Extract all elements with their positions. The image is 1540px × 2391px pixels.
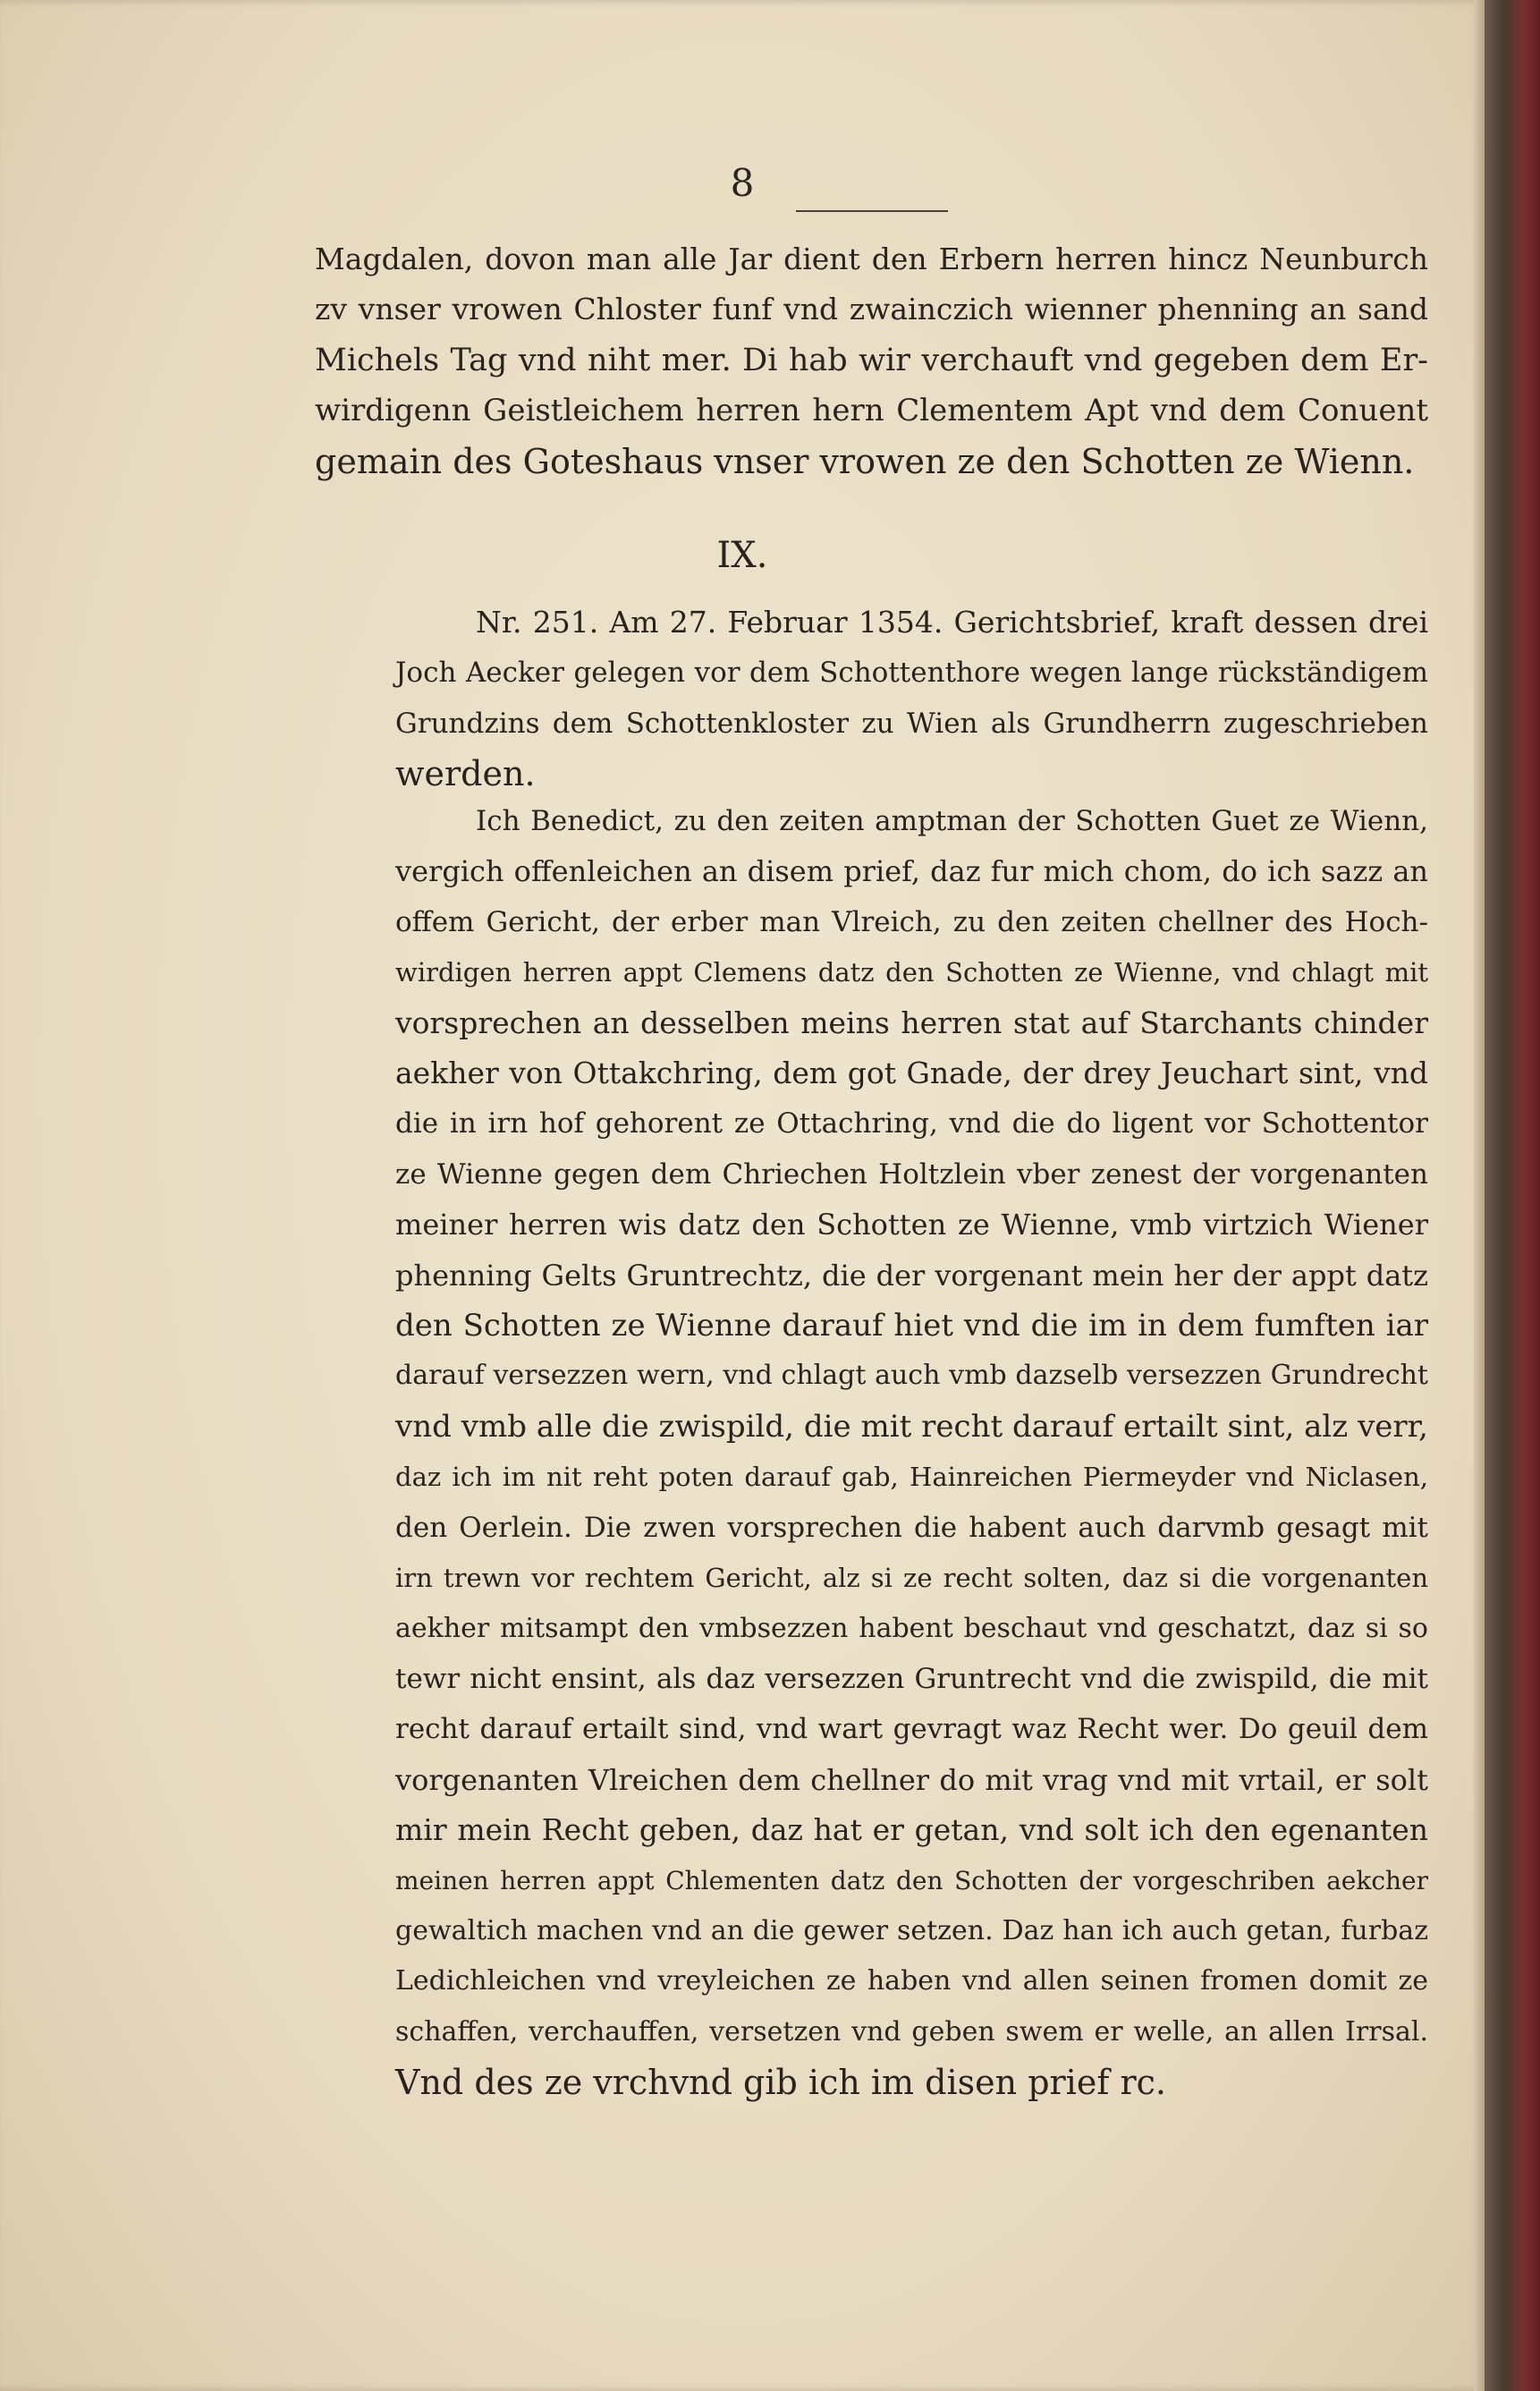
text-line: zv vnser vrowen Chloster funf vnd zwainczich wienner phenning an sand	[315, 292, 1428, 327]
text-line: Magdalen, dovon man alle Jar dient den Erbern herren hincz Neunburch	[315, 242, 1428, 276]
paragraph-continuation	[315, 234, 1428, 487]
text-line: daz ich im nit reht poten darauf gab, Hainreichen Piermeyder vnd Niclasen,	[395, 1462, 1428, 1493]
text-line: recht darauf ertailt sind, vnd wart gevragt waz Recht wer. Do geuil dem	[395, 1713, 1428, 1746]
text-line: Michels Tag vnd niht mer. Di hab wir verchauft vnd gegeben dem Er-	[315, 342, 1428, 378]
text-line: vnd vmb alle die zwispild, die mit recht darauf ertailt sint, alz verr,	[395, 1408, 1428, 1445]
text-line: Nr. 251. Am 27. Februar 1354. Gerichtsbrief, kraft dessen drei	[476, 605, 1428, 640]
text-line: den Schotten ze Wienne darauf hiet vnd die im in dem fumften iar	[395, 1308, 1428, 1344]
text-line: phenning Gelts Gruntrechtz, die der vorgenant mein her der appt datz	[395, 1258, 1428, 1293]
section-heading: IX.	[716, 535, 768, 576]
text-line: werden.	[395, 754, 536, 794]
charter-text	[315, 796, 1428, 2108]
text-line: Grundzins dem Schottenkloster zu Wien als Grundherrn zugeschrieben	[395, 707, 1428, 740]
text-line: den Oerlein. Die zwen vorsprechen die habent auch darvmb gesagt mit	[395, 1511, 1428, 1544]
text-line: Ledichleichen vnd vreyleichen ze haben vnd allen seinen fromen domit ze	[395, 1965, 1428, 1997]
text-line: aekher mitsampt den vmbsezzen habent beschaut vnd geschatzt, daz si so	[395, 1612, 1428, 1644]
text-line: Joch Aecker gelegen vor dem Schottenthore wegen lange rückständigem	[395, 657, 1428, 690]
text-line: vergich offenleichen an disem prief, daz fur mich chom, do ich sazz an	[395, 854, 1428, 889]
text-line: darauf versezzen wern, vnd chlagt auch vmb dazselb versezzen Grundrecht	[395, 1360, 1428, 1392]
page-gutter	[1474, 0, 1485, 2391]
text-line: offem Gericht, der erber man Vlreich, zu den zeiten chellner des Hoch-	[395, 905, 1428, 938]
text-line: wirdigen herren appt Clemens datz den Schotten ze Wienne, vnd chlagt mit	[395, 957, 1428, 988]
page-number: 8	[730, 161, 755, 205]
header-rule	[796, 210, 948, 212]
book-binding-edge	[1485, 0, 1540, 2391]
text-line: vorgenanten Vlreichen dem chellner do mit vrag vnd mit vrtail, er solt	[395, 1762, 1428, 1797]
text-line: meiner herren wis datz den Schotten ze Wienne, vmb virtzich Wiener	[395, 1208, 1428, 1242]
text-line: Ich Benedict, zu den zeiten amptman der Schotten Guet ze Wienn,	[476, 805, 1428, 837]
text-line: schaffen, verchauffen, versetzen vnd geben swem er welle, an allen Irrsal.	[395, 2015, 1428, 2048]
text-line: vorsprechen an desselben meins herren stat auf Starchants chinder	[395, 1005, 1428, 1040]
text-line: gewaltich machen vnd an die gewer setzen. Daz han ich auch getan, furbaz	[395, 1914, 1428, 1946]
text-line: gemain des Goteshaus vnser vrowen ze den Schotten ze Wienn.	[315, 441, 1415, 481]
text-line: wirdigenn Geistleichem herren hern Clementem Apt vnd dem Conuent	[315, 393, 1428, 429]
text-line: meinen herren appt Chlementen datz den Schotten der vorgeschriben aekcher	[395, 1865, 1428, 1895]
document-summary	[315, 598, 1428, 800]
text-line: ze Wienne gegen dem Chriechen Holtzlein vber zenest der vorgenanten	[395, 1157, 1428, 1191]
text-line: die in irn hof gehorent ze Ottachring, vnd die do ligent vor Schottentor	[395, 1107, 1428, 1140]
text-line: aekher von Ottakchring, dem got Gnade, der drey Jeuchart sint, vnd	[395, 1056, 1428, 1091]
text-line: tewr nicht ensint, als daz versezzen Gruntrecht vnd die zwispild, die mit	[395, 1662, 1428, 1695]
text-line: Vnd des ze vrchvnd gib ich im disen prief rc.	[395, 2063, 1166, 2103]
text-line: mir mein Recht geben, daz hat er getan, vnd solt ich den egenanten	[395, 1812, 1428, 1848]
text-line: irn trewn vor rechtem Gericht, alz si ze recht solten, daz si die vorgenanten	[395, 1563, 1428, 1594]
